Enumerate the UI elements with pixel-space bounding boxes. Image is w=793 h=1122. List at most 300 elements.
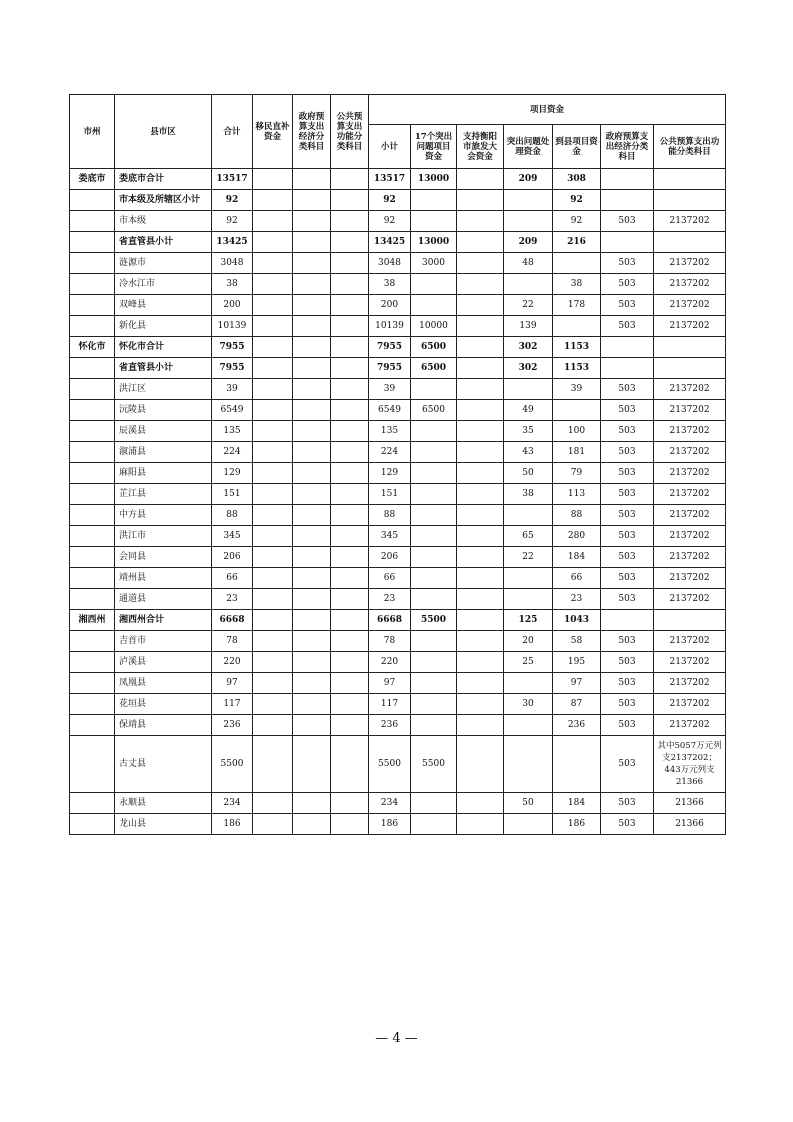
cell-relocation xyxy=(253,190,293,211)
cell-gov-econ xyxy=(293,358,331,379)
cell-gov-econ xyxy=(293,379,331,400)
cell-subtotal: 129 xyxy=(369,463,411,484)
table-body xyxy=(70,169,726,835)
cell-total: 236 xyxy=(212,715,253,736)
cell-prominent: 48 xyxy=(504,253,553,274)
cell-issues17 xyxy=(411,421,457,442)
cell-prominent: 38 xyxy=(504,484,553,505)
header-county: 县市区 xyxy=(115,95,212,169)
table-row xyxy=(70,169,726,190)
cell-gov-econ-2 xyxy=(601,169,654,190)
cell-gov-econ-2 xyxy=(601,610,654,631)
cell-gov-econ xyxy=(293,610,331,631)
table-row xyxy=(70,631,726,652)
table-row xyxy=(70,358,726,379)
cell-pub-func-2: 2137202 xyxy=(654,652,726,673)
cell-relocation xyxy=(253,505,293,526)
cell-total: 6549 xyxy=(212,400,253,421)
cell-county-project: 1043 xyxy=(553,610,601,631)
cell-gov-econ xyxy=(293,505,331,526)
header-issues17: 17个突出问题项目资金 xyxy=(411,125,457,169)
cell-city xyxy=(70,274,115,295)
cell-county-project: 38 xyxy=(553,274,601,295)
cell-issues17 xyxy=(411,631,457,652)
cell-subtotal: 13425 xyxy=(369,232,411,253)
cell-gov-econ-2: 503 xyxy=(601,673,654,694)
cell-prominent: 43 xyxy=(504,442,553,463)
funds-table xyxy=(69,94,726,835)
cell-issues17 xyxy=(411,652,457,673)
cell-gov-econ-2 xyxy=(601,337,654,358)
cell-county-project: 280 xyxy=(553,526,601,547)
cell-total: 129 xyxy=(212,463,253,484)
cell-subtotal: 151 xyxy=(369,484,411,505)
cell-total: 220 xyxy=(212,652,253,673)
cell-issues17 xyxy=(411,589,457,610)
cell-pub-func-2: 2137202 xyxy=(654,274,726,295)
cell-county: 永顺县 xyxy=(115,793,212,814)
table-row xyxy=(70,316,726,337)
cell-county-project: 79 xyxy=(553,463,601,484)
cell-county: 沅陵县 xyxy=(115,400,212,421)
table-row xyxy=(70,694,726,715)
cell-issues17: 13000 xyxy=(411,169,457,190)
cell-county: 市本级 xyxy=(115,211,212,232)
cell-pub-func-2: 2137202 xyxy=(654,295,726,316)
cell-county-project: 181 xyxy=(553,442,601,463)
cell-city xyxy=(70,253,115,274)
cell-prominent xyxy=(504,211,553,232)
cell-city xyxy=(70,505,115,526)
cell-relocation xyxy=(253,316,293,337)
cell-subtotal: 13517 xyxy=(369,169,411,190)
cell-relocation xyxy=(253,652,293,673)
cell-issues17 xyxy=(411,211,457,232)
cell-total: 78 xyxy=(212,631,253,652)
cell-relocation xyxy=(253,211,293,232)
cell-pub-func xyxy=(331,736,369,793)
cell-relocation xyxy=(253,814,293,835)
cell-pub-func-2: 2137202 xyxy=(654,694,726,715)
table-row xyxy=(70,274,726,295)
cell-hengyang xyxy=(457,694,504,715)
cell-gov-econ xyxy=(293,295,331,316)
table-row xyxy=(70,442,726,463)
cell-pub-func-2: 2137202 xyxy=(654,316,726,337)
cell-total: 151 xyxy=(212,484,253,505)
cell-county: 双峰县 xyxy=(115,295,212,316)
cell-prominent: 302 xyxy=(504,358,553,379)
cell-subtotal: 3048 xyxy=(369,253,411,274)
cell-gov-econ xyxy=(293,463,331,484)
cell-subtotal: 66 xyxy=(369,568,411,589)
cell-gov-econ xyxy=(293,232,331,253)
cell-relocation xyxy=(253,547,293,568)
cell-hengyang xyxy=(457,793,504,814)
cell-county: 花垣县 xyxy=(115,694,212,715)
cell-hengyang xyxy=(457,421,504,442)
cell-total: 5500 xyxy=(212,736,253,793)
cell-gov-econ xyxy=(293,652,331,673)
cell-hengyang xyxy=(457,505,504,526)
cell-prominent xyxy=(504,736,553,793)
cell-hengyang xyxy=(457,652,504,673)
cell-hengyang xyxy=(457,379,504,400)
cell-city xyxy=(70,421,115,442)
cell-prominent: 50 xyxy=(504,793,553,814)
cell-relocation xyxy=(253,274,293,295)
table-row xyxy=(70,505,726,526)
cell-gov-econ-2: 503 xyxy=(601,526,654,547)
cell-pub-func xyxy=(331,568,369,589)
cell-subtotal: 88 xyxy=(369,505,411,526)
cell-subtotal: 5500 xyxy=(369,736,411,793)
cell-county: 中方县 xyxy=(115,505,212,526)
cell-issues17 xyxy=(411,484,457,505)
cell-total: 92 xyxy=(212,211,253,232)
cell-county: 溆浦县 xyxy=(115,442,212,463)
cell-pub-func xyxy=(331,169,369,190)
cell-relocation xyxy=(253,568,293,589)
cell-city: 怀化市 xyxy=(70,337,115,358)
cell-city xyxy=(70,358,115,379)
cell-pub-func-2 xyxy=(654,169,726,190)
cell-gov-econ-2: 503 xyxy=(601,589,654,610)
header-relocation: 移民直补资金 xyxy=(253,95,293,169)
cell-subtotal: 206 xyxy=(369,547,411,568)
cell-hengyang xyxy=(457,547,504,568)
cell-subtotal: 135 xyxy=(369,421,411,442)
cell-gov-econ-2: 503 xyxy=(601,253,654,274)
cell-county-project: 113 xyxy=(553,484,601,505)
cell-prominent: 65 xyxy=(504,526,553,547)
cell-pub-func-2 xyxy=(654,337,726,358)
cell-gov-econ xyxy=(293,484,331,505)
cell-city xyxy=(70,715,115,736)
cell-county: 冷水江市 xyxy=(115,274,212,295)
cell-pub-func-2: 2137202 xyxy=(654,631,726,652)
cell-county: 省直管县小计 xyxy=(115,232,212,253)
cell-gov-econ xyxy=(293,589,331,610)
cell-city xyxy=(70,190,115,211)
cell-subtotal: 186 xyxy=(369,814,411,835)
cell-subtotal: 92 xyxy=(369,211,411,232)
cell-gov-econ-2: 503 xyxy=(601,463,654,484)
cell-county: 娄底市合计 xyxy=(115,169,212,190)
cell-gov-econ xyxy=(293,253,331,274)
cell-issues17 xyxy=(411,673,457,694)
cell-gov-econ xyxy=(293,316,331,337)
cell-hengyang xyxy=(457,463,504,484)
cell-subtotal: 6549 xyxy=(369,400,411,421)
table-row xyxy=(70,526,726,547)
cell-relocation xyxy=(253,400,293,421)
cell-county-project: 66 xyxy=(553,568,601,589)
cell-pub-func xyxy=(331,610,369,631)
table-row xyxy=(70,379,726,400)
cell-gov-econ-2: 503 xyxy=(601,631,654,652)
cell-issues17 xyxy=(411,463,457,484)
cell-hengyang xyxy=(457,211,504,232)
cell-hengyang xyxy=(457,673,504,694)
cell-prominent: 22 xyxy=(504,547,553,568)
cell-issues17: 6500 xyxy=(411,337,457,358)
cell-relocation xyxy=(253,715,293,736)
cell-pub-func xyxy=(331,295,369,316)
cell-pub-func xyxy=(331,589,369,610)
cell-city xyxy=(70,814,115,835)
cell-prominent: 22 xyxy=(504,295,553,316)
cell-subtotal: 117 xyxy=(369,694,411,715)
cell-subtotal: 6668 xyxy=(369,610,411,631)
cell-county: 芷江县 xyxy=(115,484,212,505)
cell-pub-func xyxy=(331,814,369,835)
header-county-project: 到县项目资金 xyxy=(553,125,601,169)
cell-pub-func xyxy=(331,232,369,253)
cell-pub-func xyxy=(331,421,369,442)
cell-hengyang xyxy=(457,484,504,505)
cell-county: 泸溪县 xyxy=(115,652,212,673)
cell-gov-econ-2: 503 xyxy=(601,715,654,736)
cell-pub-func-2: 2137202 xyxy=(654,400,726,421)
cell-county: 湘西州合计 xyxy=(115,610,212,631)
cell-gov-econ xyxy=(293,814,331,835)
table-row xyxy=(70,232,726,253)
cell-county: 省直管县小计 xyxy=(115,358,212,379)
cell-hengyang xyxy=(457,190,504,211)
cell-pub-func-2: 21366 xyxy=(654,814,726,835)
cell-pub-func-2: 2137202 xyxy=(654,253,726,274)
cell-pub-func-2: 2137202 xyxy=(654,715,726,736)
cell-city xyxy=(70,295,115,316)
cell-relocation xyxy=(253,736,293,793)
cell-prominent: 50 xyxy=(504,463,553,484)
cell-pub-func xyxy=(331,793,369,814)
cell-relocation xyxy=(253,589,293,610)
cell-city xyxy=(70,793,115,814)
cell-prominent xyxy=(504,274,553,295)
cell-pub-func-2: 2137202 xyxy=(654,505,726,526)
cell-hengyang xyxy=(457,442,504,463)
header-hengyang: 支持衡阳市旅发大会资金 xyxy=(457,125,504,169)
cell-prominent xyxy=(504,589,553,610)
table-row xyxy=(70,295,726,316)
cell-total: 6668 xyxy=(212,610,253,631)
cell-relocation xyxy=(253,442,293,463)
cell-issues17: 6500 xyxy=(411,358,457,379)
cell-gov-econ-2: 503 xyxy=(601,505,654,526)
cell-pub-func-2 xyxy=(654,190,726,211)
cell-county: 龙山县 xyxy=(115,814,212,835)
cell-county-project: 1153 xyxy=(553,337,601,358)
cell-gov-econ-2: 503 xyxy=(601,316,654,337)
table-row xyxy=(70,190,726,211)
cell-prominent: 35 xyxy=(504,421,553,442)
cell-relocation xyxy=(253,337,293,358)
cell-city xyxy=(70,526,115,547)
cell-hengyang xyxy=(457,337,504,358)
cell-county-project: 88 xyxy=(553,505,601,526)
cell-subtotal: 10139 xyxy=(369,316,411,337)
cell-relocation xyxy=(253,295,293,316)
cell-subtotal: 7955 xyxy=(369,358,411,379)
cell-issues17 xyxy=(411,505,457,526)
cell-prominent: 139 xyxy=(504,316,553,337)
cell-total: 117 xyxy=(212,694,253,715)
cell-total: 13517 xyxy=(212,169,253,190)
cell-prominent xyxy=(504,715,553,736)
cell-gov-econ xyxy=(293,715,331,736)
cell-pub-func-2: 2137202 xyxy=(654,421,726,442)
cell-issues17: 3000 xyxy=(411,253,457,274)
cell-relocation xyxy=(253,610,293,631)
cell-subtotal: 78 xyxy=(369,631,411,652)
cell-hengyang xyxy=(457,715,504,736)
cell-county: 涟源市 xyxy=(115,253,212,274)
cell-pub-func-2: 2137202 xyxy=(654,442,726,463)
cell-gov-econ-2: 503 xyxy=(601,442,654,463)
cell-county: 洪江市 xyxy=(115,526,212,547)
cell-hengyang xyxy=(457,274,504,295)
cell-total: 7955 xyxy=(212,358,253,379)
cell-pub-func xyxy=(331,631,369,652)
cell-pub-func xyxy=(331,253,369,274)
cell-city: 娄底市 xyxy=(70,169,115,190)
cell-county: 靖州县 xyxy=(115,568,212,589)
table-row xyxy=(70,814,726,835)
cell-pub-func-2: 21366 xyxy=(654,793,726,814)
cell-total: 39 xyxy=(212,379,253,400)
cell-county: 通道县 xyxy=(115,589,212,610)
cell-prominent: 302 xyxy=(504,337,553,358)
cell-prominent: 25 xyxy=(504,652,553,673)
cell-total: 23 xyxy=(212,589,253,610)
cell-gov-econ xyxy=(293,526,331,547)
table-row xyxy=(70,400,726,421)
cell-total: 345 xyxy=(212,526,253,547)
cell-county: 吉首市 xyxy=(115,631,212,652)
cell-county-project: 184 xyxy=(553,547,601,568)
cell-relocation xyxy=(253,484,293,505)
cell-pub-func xyxy=(331,715,369,736)
cell-total: 234 xyxy=(212,793,253,814)
cell-issues17 xyxy=(411,814,457,835)
cell-total: 186 xyxy=(212,814,253,835)
table-row xyxy=(70,337,726,358)
cell-city xyxy=(70,379,115,400)
cell-prominent: 20 xyxy=(504,631,553,652)
cell-city xyxy=(70,232,115,253)
cell-county: 凤凰县 xyxy=(115,673,212,694)
cell-subtotal: 224 xyxy=(369,442,411,463)
cell-relocation xyxy=(253,463,293,484)
cell-city xyxy=(70,736,115,793)
table-row xyxy=(70,793,726,814)
cell-county: 市本级及所辖区小计 xyxy=(115,190,212,211)
cell-relocation xyxy=(253,526,293,547)
cell-prominent: 209 xyxy=(504,232,553,253)
cell-gov-econ xyxy=(293,211,331,232)
cell-gov-econ-2: 503 xyxy=(601,793,654,814)
cell-gov-econ xyxy=(293,400,331,421)
cell-county-project xyxy=(553,253,601,274)
cell-issues17 xyxy=(411,715,457,736)
cell-relocation xyxy=(253,232,293,253)
cell-gov-econ-2: 503 xyxy=(601,274,654,295)
header-gov-econ-2: 政府预算支出经济分类科目 xyxy=(601,125,654,169)
cell-gov-econ xyxy=(293,274,331,295)
cell-subtotal: 92 xyxy=(369,190,411,211)
cell-pub-func-2: 2137202 xyxy=(654,589,726,610)
cell-total: 88 xyxy=(212,505,253,526)
cell-gov-econ-2: 503 xyxy=(601,568,654,589)
cell-county: 麻阳县 xyxy=(115,463,212,484)
cell-total: 13425 xyxy=(212,232,253,253)
cell-hengyang xyxy=(457,169,504,190)
cell-city xyxy=(70,589,115,610)
table-row xyxy=(70,568,726,589)
cell-gov-econ-2 xyxy=(601,232,654,253)
cell-relocation xyxy=(253,358,293,379)
cell-county: 古丈县 xyxy=(115,736,212,793)
cell-issues17 xyxy=(411,442,457,463)
cell-subtotal: 200 xyxy=(369,295,411,316)
cell-pub-func-2 xyxy=(654,358,726,379)
table-row xyxy=(70,715,726,736)
cell-hengyang xyxy=(457,358,504,379)
cell-county: 会同县 xyxy=(115,547,212,568)
cell-issues17: 5500 xyxy=(411,610,457,631)
cell-issues17: 5500 xyxy=(411,736,457,793)
cell-county: 洪江区 xyxy=(115,379,212,400)
cell-subtotal: 234 xyxy=(369,793,411,814)
cell-pub-func-2: 2137202 xyxy=(654,211,726,232)
cell-pub-func-2 xyxy=(654,610,726,631)
cell-relocation xyxy=(253,673,293,694)
cell-gov-econ-2: 503 xyxy=(601,547,654,568)
cell-relocation xyxy=(253,379,293,400)
cell-relocation xyxy=(253,421,293,442)
table-row xyxy=(70,673,726,694)
cell-county-project: 236 xyxy=(553,715,601,736)
table-row xyxy=(70,589,726,610)
cell-hengyang xyxy=(457,631,504,652)
cell-pub-func-2: 2137202 xyxy=(654,673,726,694)
cell-pub-func xyxy=(331,400,369,421)
cell-subtotal: 7955 xyxy=(369,337,411,358)
cell-relocation xyxy=(253,253,293,274)
table-row xyxy=(70,253,726,274)
cell-issues17 xyxy=(411,274,457,295)
cell-prominent xyxy=(504,379,553,400)
cell-total: 92 xyxy=(212,190,253,211)
cell-pub-func xyxy=(331,274,369,295)
cell-pub-func-2: 2137202 xyxy=(654,379,726,400)
cell-pub-func-2: 2137202 xyxy=(654,526,726,547)
cell-city xyxy=(70,673,115,694)
cell-city xyxy=(70,631,115,652)
cell-prominent xyxy=(504,673,553,694)
cell-prominent: 125 xyxy=(504,610,553,631)
cell-total: 206 xyxy=(212,547,253,568)
cell-pub-func xyxy=(331,442,369,463)
table-row xyxy=(70,652,726,673)
cell-total: 3048 xyxy=(212,253,253,274)
cell-pub-func-2: 2137202 xyxy=(654,547,726,568)
cell-prominent xyxy=(504,190,553,211)
cell-gov-econ-2: 503 xyxy=(601,814,654,835)
table-row xyxy=(70,211,726,232)
